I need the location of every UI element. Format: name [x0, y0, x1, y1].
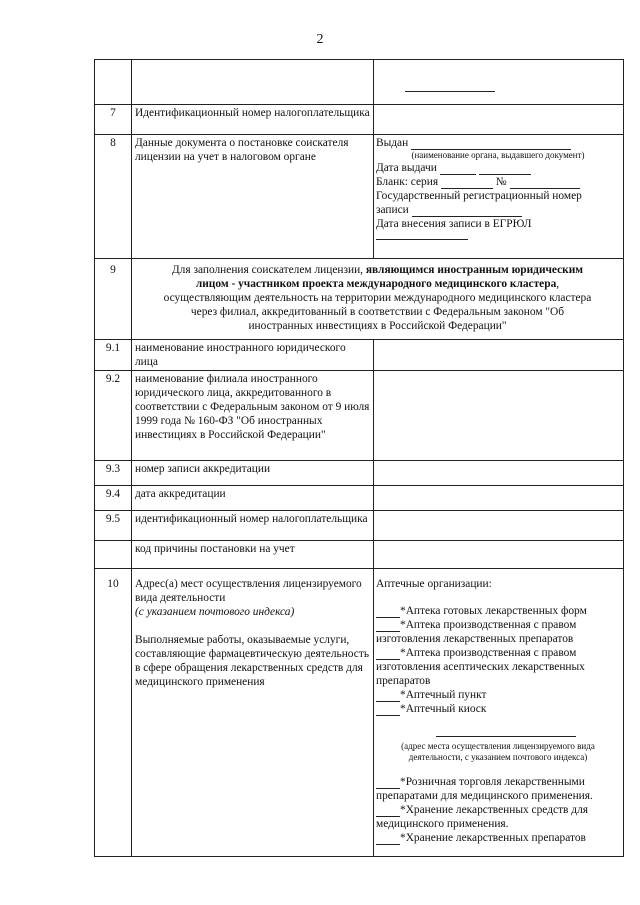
- row-label: Данные документа о постановке соискателя лицензии на учет в налоговом органе: [132, 135, 374, 259]
- option-checkbox-line[interactable]: [376, 833, 400, 845]
- address-label: Адрес(а) мест осуществления лицензируемого вида деятельности: [135, 578, 362, 604]
- address-field[interactable]: [436, 736, 576, 737]
- option-label: препаратов: [376, 675, 431, 687]
- issue-date-field-2[interactable]: [479, 163, 531, 175]
- row-label: Идентификационный номер налогоплательщика: [132, 105, 374, 135]
- works-label: Выполняемые работы, оказываемые услуги, составляющие фармацевтическую деятельность: [135, 634, 370, 660]
- row-number: 9.4: [95, 486, 132, 511]
- option-label: *Аптечный киоск: [400, 703, 487, 715]
- row-label: [132, 60, 374, 105]
- option-checkbox-line[interactable]: [376, 606, 400, 618]
- option-label: изготовления лекарственных препаратов: [376, 633, 574, 645]
- pharmacy-orgs-label: Аптечные организации:: [376, 578, 492, 590]
- blank-series-field[interactable]: [441, 177, 493, 189]
- option-label: *Аптека готовых лекарственных форм: [400, 605, 587, 617]
- row-number: 9.5: [95, 511, 132, 541]
- branch-name-field[interactable]: [374, 371, 624, 461]
- table-row: [95, 60, 624, 105]
- table-row: [95, 486, 624, 511]
- option-label: *Хранение лекарственных препаратов: [400, 832, 586, 844]
- accreditation-date-field[interactable]: [374, 486, 624, 511]
- row-label: наименование иностранного юридического лица: [132, 340, 374, 371]
- table-row: [95, 461, 624, 486]
- sphere-label: в сфере обращения лекарственных средств для медицинского применения: [135, 662, 363, 688]
- section-text: осуществляющим деятельность на территории международного медицинского кластера: [163, 292, 592, 304]
- section-text: иностранных инвестициях в Российской Федерации": [248, 320, 507, 332]
- record-label: записи: [376, 204, 409, 216]
- row-number: 9: [95, 259, 132, 340]
- page-number: 2: [316, 32, 324, 47]
- row-number: [95, 541, 132, 569]
- row-label: дата аккредитации: [132, 486, 374, 511]
- table-row: [95, 371, 624, 461]
- foreign-entity-section-header: [132, 259, 624, 340]
- section-text-bold: являющимся иностранным юридическим: [365, 264, 584, 276]
- issued-label: Выдан: [376, 137, 409, 149]
- row-number: 9.2: [95, 371, 132, 461]
- section-text: через филиал, аккредитованный в соответствии с Федеральным законом "Об: [190, 306, 565, 318]
- blank-series-label: Бланк: серия: [376, 176, 439, 188]
- option-checkbox-line[interactable]: [376, 620, 400, 632]
- option-checkbox-line[interactable]: [376, 690, 400, 702]
- section-text: Для заполнения соискателем лицензии,: [171, 264, 364, 276]
- table-row: [95, 259, 624, 340]
- postal-index-note: (с указанием почтового индекса): [135, 606, 295, 618]
- row-number: 9.3: [95, 461, 132, 486]
- issued-by-field[interactable]: [411, 138, 571, 150]
- foreign-entity-name-field[interactable]: [374, 340, 624, 371]
- blank-number-field[interactable]: [510, 177, 580, 189]
- state-reg-label: Государственный регистрационный номер: [376, 190, 582, 202]
- row-number: 9.1: [95, 340, 132, 371]
- issue-date-field[interactable]: [440, 163, 476, 175]
- option-label: препаратами для медицинского применения.: [376, 790, 593, 802]
- option-checkbox-line[interactable]: [376, 648, 400, 660]
- option-checkbox-line[interactable]: [376, 805, 400, 817]
- section-text: ,: [556, 278, 560, 290]
- tin-value-field[interactable]: [374, 105, 624, 135]
- egrul-date-label: Дата внесения записи в ЕГРЮЛ: [376, 218, 532, 230]
- option-label: *Аптека производственная с правом: [400, 619, 577, 631]
- option-label: медицинского применения.: [376, 818, 509, 830]
- issued-note: (наименование органа, выдавшего документ): [411, 150, 585, 160]
- option-label: изготовления асептических лекарственных: [376, 661, 585, 673]
- row-number: 8: [95, 135, 132, 259]
- table-row: [95, 340, 624, 371]
- branch-tin-field[interactable]: [374, 511, 624, 541]
- row-number: 10: [95, 569, 132, 857]
- option-checkbox-line[interactable]: [376, 704, 400, 716]
- table-row: [95, 511, 624, 541]
- row-label: номер записи аккредитации: [132, 461, 374, 486]
- tax-registration-fields: [374, 135, 624, 259]
- row-label: наименование филиала иностранного юридического лица, аккредитованного в соответствии с Федеральным законом от 9 июля 1999 года № 160-ФЗ "Об иностранных инвестициях в Российской Федерации": [132, 371, 374, 461]
- table-row: [95, 105, 624, 135]
- table-row: [95, 135, 624, 259]
- table-row: [95, 569, 624, 857]
- activity-options: [374, 569, 624, 857]
- kpp-field[interactable]: [374, 541, 624, 569]
- row-value[interactable]: [374, 60, 624, 105]
- accreditation-number-field[interactable]: [374, 461, 624, 486]
- row-label: код причины постановки на учет: [132, 541, 374, 569]
- state-reg-number-field[interactable]: [412, 205, 522, 217]
- application-form-table: [94, 59, 624, 857]
- option-label: *Аптека производственная с правом: [400, 647, 577, 659]
- egrul-date-field[interactable]: [376, 239, 468, 240]
- option-label: *Хранение лекарственных средств для: [400, 804, 588, 816]
- row-number: 7: [95, 105, 132, 135]
- row-label: идентификационный номер налогоплательщика: [132, 511, 374, 541]
- table-row: [95, 541, 624, 569]
- option-label: *Аптечный пункт: [400, 689, 487, 701]
- address-note: (адрес места осуществления лицензируемого вида деятельности, с указанием почтового индекса): [401, 741, 595, 762]
- issue-date-label: Дата выдачи: [376, 162, 437, 174]
- option-label: *Розничная торговля лекарственными: [400, 776, 585, 788]
- option-checkbox-line[interactable]: [376, 777, 400, 789]
- blank-number-label: №: [495, 176, 507, 188]
- row-number: [95, 60, 132, 105]
- row-label: [132, 569, 374, 857]
- section-text-bold: лицом - участником проекта международного медицинского кластера: [195, 278, 557, 290]
